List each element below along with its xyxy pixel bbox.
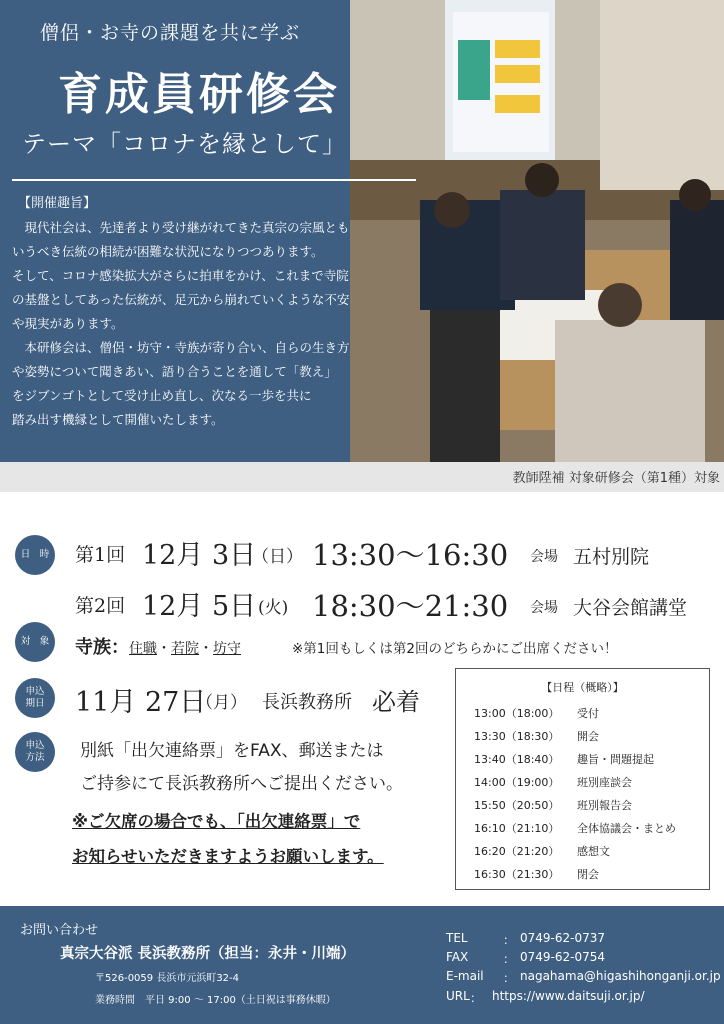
target-note: ※第1回もしくは第2回のどちらかにご出席ください！ xyxy=(292,641,618,657)
schedule-row: 15:50（20:50） 班別報告会 xyxy=(474,799,632,812)
target-2: 若院 xyxy=(171,641,199,657)
email-link[interactable]: nagahama@higashihonganji.or.jp xyxy=(520,969,721,983)
session2-dow: (火) xyxy=(258,598,289,618)
method-badge xyxy=(15,732,55,772)
purpose-line: 現代社会は、先達者より受け継がれてきた真宗の宗風とも xyxy=(12,220,350,235)
session1-num: 第1回 xyxy=(75,544,126,566)
url-label: URL xyxy=(446,989,470,1003)
deadline-badge-text: 申込 期日 xyxy=(25,686,45,709)
session2-date: 12月 5日 xyxy=(142,591,257,622)
session2-time: 18:30〜21:30 xyxy=(312,589,509,623)
schedule-title: 【日程（概略）】 xyxy=(541,681,624,694)
purpose-line: 本研修会は、僧侶・坊守・寺族が寄り合い、自らの生き方 xyxy=(12,340,350,355)
schedule-row: 16:20（21:20） 感想文 xyxy=(474,845,610,858)
org-name: 真宗大谷派 長浜教務所（担当：永井・川端） xyxy=(60,946,356,962)
session2-venue-label: 会場 xyxy=(530,600,558,616)
target-3: 坊守 xyxy=(213,641,241,657)
deadline-must: 必着 xyxy=(372,688,420,716)
date-badge: 日 時 xyxy=(15,535,55,575)
session2-venue: 大谷会館講堂 xyxy=(573,597,688,619)
target-badge: 対 象 xyxy=(15,622,55,662)
purpose-line: や現実があります。 xyxy=(12,316,124,331)
target-1: 住職 xyxy=(129,641,157,657)
method-line-2: ご持参にて長浜教務所へご提出ください。 xyxy=(80,774,403,794)
schedule-row: 14:00（19:00） 班別座談会 xyxy=(474,776,632,789)
target-sep: ・ xyxy=(199,641,213,657)
purpose-line: をジブンゴトとして受け止め直し、次なる一歩を共に xyxy=(12,388,312,403)
header-banner xyxy=(0,0,724,462)
purpose-line: の基盤としてあった伝統が、足元から崩れていくような不安 xyxy=(12,292,350,307)
schedule-row: 13:40（18:40） 趣旨・問題提起 xyxy=(474,753,654,766)
page-title: 育成員研修会 xyxy=(58,69,340,120)
tel-number[interactable]: 0749-62-0737 xyxy=(520,931,606,945)
schedule-row: 16:10（21:10） 全体協議会・まとめ xyxy=(474,822,676,835)
fax-number: 0749-62-0754 xyxy=(520,950,606,964)
session1-time: 13:30〜16:30 xyxy=(312,538,509,572)
session1-venue: 五村別院 xyxy=(573,546,650,568)
fax-label: FAX xyxy=(446,950,469,964)
purpose-line: そして、コロナ感染拡大がさらに拍車をかけ、これまで寺院 xyxy=(12,268,349,283)
target-label: 寺族： xyxy=(75,637,129,658)
notice-line-1: ※ご欠席の場合でも、「出欠連絡票」で xyxy=(72,812,361,831)
session1-venue-label: 会場 xyxy=(530,549,558,565)
workshop-photo xyxy=(350,0,724,462)
method-badge-text: 申込 方法 xyxy=(25,740,45,763)
tagline: 僧侶・お寺の課題を共に学ぶ xyxy=(40,22,301,44)
deadline-date: 11月 27日 xyxy=(75,687,207,718)
footer xyxy=(0,906,724,1024)
target-row xyxy=(75,633,241,659)
schedule-row: 13:00（18:00） 受付 xyxy=(474,707,599,720)
deadline-place: 長浜教務所 xyxy=(262,692,352,713)
contact-label: お問い合わせ xyxy=(20,923,99,938)
url-link[interactable]: https://www.daitsuji.or.jp/ xyxy=(492,989,645,1003)
colon: ： xyxy=(470,991,483,1005)
colon: ： xyxy=(503,952,516,966)
notice-line-2: お知らせいただきますようお願いします。 xyxy=(72,847,384,866)
colon: ： xyxy=(503,971,516,985)
method-line-1: 別紙「出欠連絡票」をFAX、郵送または xyxy=(80,741,384,761)
purpose-line: 踏み出す機縁として開催いたします。 xyxy=(12,412,224,427)
address: 〒526-0059 長浜市元浜町32-4 xyxy=(95,973,240,984)
deadline-badge xyxy=(15,678,55,718)
target-sep: ・ xyxy=(157,641,171,657)
eligibility-note: 教師陞補 対象研修会（第1種）対象 xyxy=(512,471,720,486)
session1-date: 12月 3日 xyxy=(142,540,257,571)
deadline-dow: （月） xyxy=(196,693,247,713)
theme: テーマ「コロナを縁として」 xyxy=(22,130,347,158)
purpose-heading: 【開催趣旨】 xyxy=(18,196,97,211)
purpose-line: や姿勢について聞きあい、語り合うことを通して「教え」 xyxy=(12,364,337,379)
divider xyxy=(12,179,416,181)
business-hours: 業務時間 平日 9:00 〜 17:00（土日祝は事務休暇） xyxy=(95,995,336,1006)
schedule-row: 16:30（21:30） 閉会 xyxy=(474,868,599,881)
purpose-line: いうべき伝統の相続が困難な状況になりつつあります。 xyxy=(12,244,324,259)
schedule-row: 13:30（18:30） 開会 xyxy=(474,730,599,743)
email-label: E-mail xyxy=(446,969,484,983)
schedule-box xyxy=(455,668,710,890)
session1-dow: （日） xyxy=(252,547,303,567)
session2-num: 第2回 xyxy=(75,595,126,617)
tel-label: TEL xyxy=(446,931,468,945)
colon: ： xyxy=(503,933,516,947)
